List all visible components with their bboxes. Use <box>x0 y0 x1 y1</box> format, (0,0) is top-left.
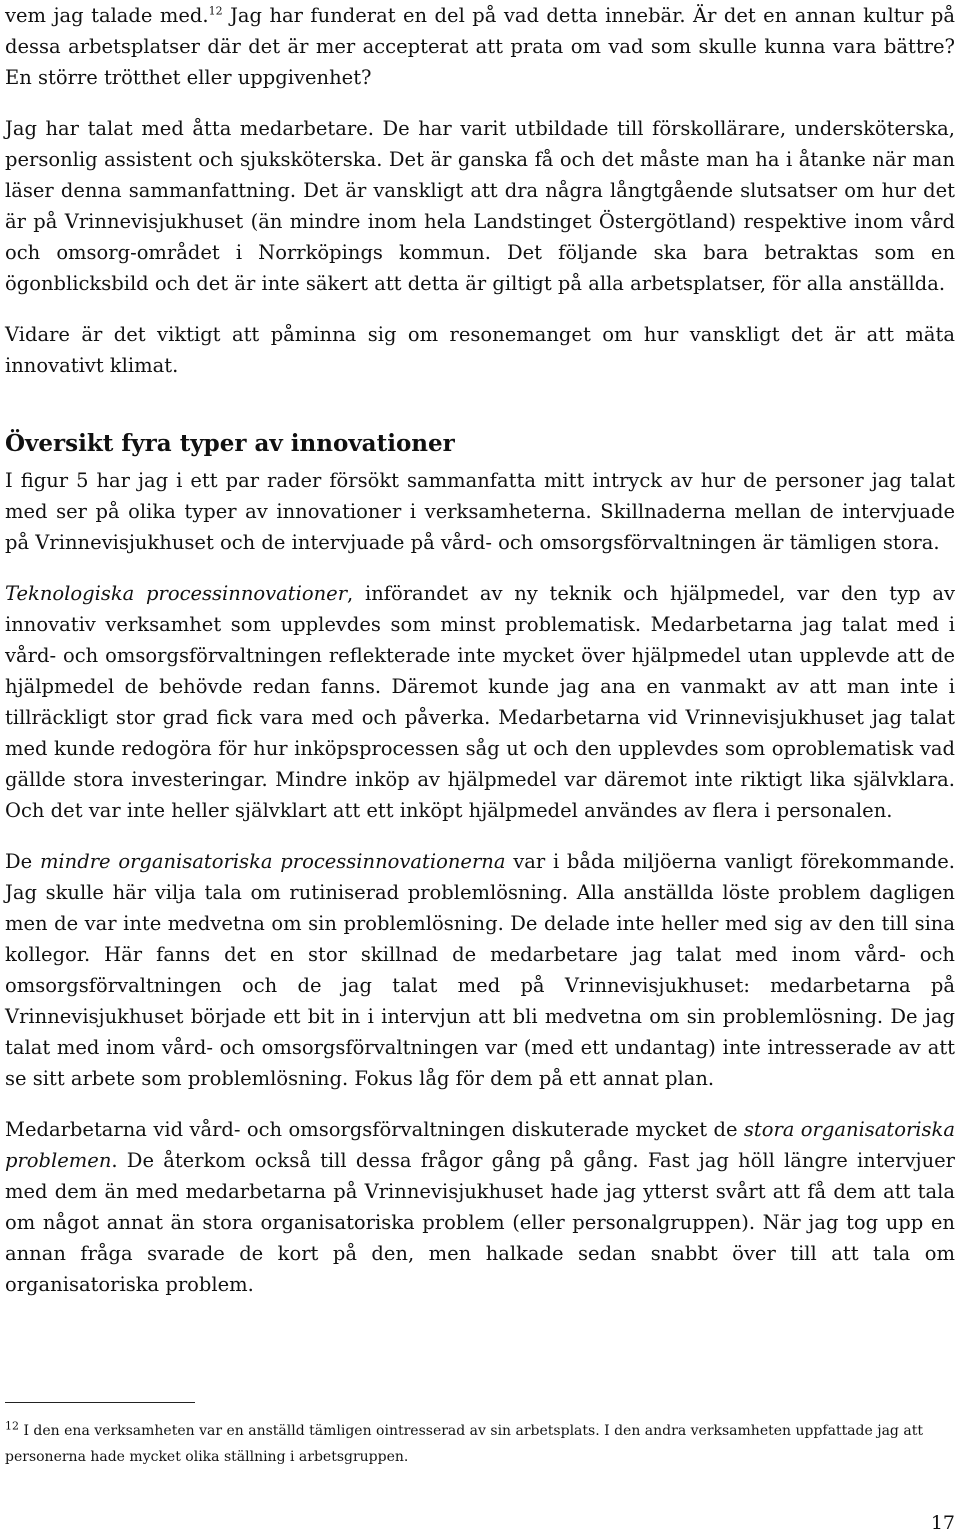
paragraph-6 <box>5 846 955 1094</box>
spacer <box>5 381 955 412</box>
spacer <box>5 93 955 113</box>
spacer <box>5 558 955 578</box>
paragraph-7-text: . De återkom också till dessa frågor gång på gång. Fast jag höll längre intervjuer med dem än med medarbetarna på Vrinnevisjukhuset hade jag ytterst svårt att få dem att tala om något annat än stora organisatoriska problem (eller personalgruppen). När jag tog upp en annan fråga svarade de kort på den, men halkade sedan snabbt över till att tala om organisatoriska problem. <box>5 1149 955 1296</box>
section-heading: Översikt fyra typer av innovationer <box>5 430 455 457</box>
spacer <box>5 826 955 846</box>
emphasis-term: Teknologiska processinnovationer <box>5 582 348 605</box>
footnote-divider <box>5 1402 195 1403</box>
paragraph-3: Vidare är det viktigt att påminna sig om resonemanget om hur vanskligt det är att mäta innovativt klimat. <box>5 323 955 377</box>
paragraph-7-pre: Medarbetarna vid vård- och omsorgsförvaltningen diskuterade mycket de <box>5 1118 744 1141</box>
paragraph-1 <box>5 0 955 93</box>
paragraph-6-text: var i båda miljöerna vanligt förekommande. Jag skulle här vilja tala om rutiniserad problemlösning. Alla anställda löste problem dagligen men de var inte medvetna om sin problemlösning. De delade inte heller med sig av den till sina kollegor. Här fanns det en stor skillnad de medarbetare jag talat med inom vård- och omsorgsförvaltningen och de jag talat med på Vrinnevisjukhuset: medarbetarna på Vrinnevisjukhuset började ett bit in i intervjun att bli medvetna om sin problemlösning. De jag talat med inom vård- och omsorgsförvaltningen var (med ett undantag) inte intresserade av att se sitt arbete som problemlösning. Fokus låg för dem på ett annat plan. <box>5 850 955 1090</box>
footnote-reference[interactable]: 12 <box>208 4 223 18</box>
paragraph-5-text: , införandet av ny teknik och hjälpmedel, var den typ av innovativ verksamhet som upplevdes som minst problematisk. Medarbetarna jag talat med i vård- och omsorgsförvaltningen reflekterade inte mycket över hjälpmedel utan upplevde att de hjälpmedel de behövde redan fanns. Däremot kunde jag ana en vanmakt av att man inte i tillräckligt stor grad fick vara med och påverka. Medarbetarna vid Vrinnevisjukhuset jag talat med kunde redogöra för hur inköpsprocessen såg ut och den upplevdes som oproblematisk vad gällde stora investeringar. Mindre inköp av hjälpmedel var däremot inte riktigt lika självklara. Och det var inte heller självklart att ett inköpt hjälpmedel användes av flera i personalen. <box>5 582 955 822</box>
paragraph-2: Jag har talat med åtta medarbetare. De har varit utbildade till förskollärare, undersköterska, personlig assistent och sjuksköterska. Det är ganska få och det måste man ha i åtanke när man läser denna sammanfattning. Det är vanskligt att dra några långtgående slutsatser om hur det är på Vrinnevisjukhuset (än mindre inom hela Landstinget Östergötland) respektive inom vård och omsorg-området i Norrköpings kommun. Det följande ska bara betraktas som en ögonblicksbild och det är inte säkert att detta är giltigt på alla arbetsplatser, för alla anställda. <box>5 117 955 295</box>
paragraph-1-text-a: vem jag talade med. <box>5 4 209 27</box>
emphasis-term: stora organisatoriska problemen <box>5 1118 955 1172</box>
footnote-number: 12 <box>5 1419 19 1433</box>
spacer <box>5 299 955 319</box>
spacer <box>5 1094 955 1114</box>
document-page <box>5 0 955 1300</box>
paragraph-5 <box>5 578 955 826</box>
paragraph-1-text-b: Jag har funderat en del på vad detta innebär. Är det en annan kultur på dessa arbetsplatser där det är mer accepterat att prata om vad som skulle kunna vara bättre? En större trötthet eller uppgivenhet? <box>5 4 955 89</box>
page-number: 17 <box>930 1512 955 1534</box>
footnote-text: I den ena verksamheten var en anställd tämligen ointresserad av sin arbetsplats. I den andra verksamheten uppfattade jag att personerna hade mycket olika ställning i arbetsgruppen. <box>5 1423 923 1465</box>
paragraph-6-pre: De <box>5 850 40 873</box>
spacer <box>5 412 955 428</box>
paragraph-7 <box>5 1114 955 1300</box>
emphasis-term: mindre organisatoriska processinnovationerna <box>39 850 506 873</box>
paragraph-4: I figur 5 har jag i ett par rader försökt sammanfatta mitt intryck av hur de personer jag talat med ser på olika typer av innovationer i verksamheterna. Skillnaderna mellan de intervjuade på Vrinnevisjukhuset och de intervjuade på vård- och omsorgsförvaltningen är tämligen stora. <box>5 469 955 554</box>
footnote <box>5 1418 955 1470</box>
